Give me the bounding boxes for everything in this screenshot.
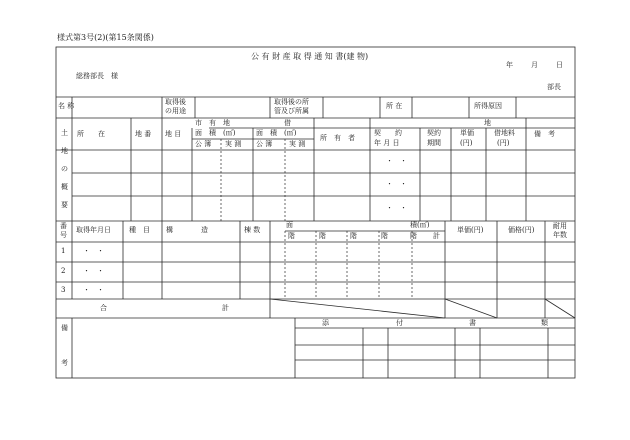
notes-side-label-2: 考 (61, 359, 68, 367)
city-registry-header: 公 簿 (195, 140, 212, 148)
building-area-header-right: 積(㎡) (410, 221, 430, 229)
useful-life-header-line1: 耐用 (553, 222, 567, 230)
contract-term-header-line1: 契約 (427, 129, 441, 137)
building-row-3-date: ・ ・ (83, 286, 104, 294)
floor-header-5: 階 (410, 232, 417, 240)
attachments-header-3: 書 (469, 319, 476, 327)
land-side-label-3: の (61, 165, 68, 173)
rent-header-line1: 借地料 (494, 129, 515, 137)
useful-life-header-line2: 年数 (553, 231, 567, 239)
city-owned-land-header: 市 有 地 (195, 119, 230, 127)
building-row-2-no: 2 (61, 267, 66, 275)
land-side-label-5: 要 (61, 201, 68, 209)
city-actual-header: 実 測 (225, 140, 242, 148)
form-title: 公 有 財 産 取 得 通 知 書(建 物) (251, 52, 369, 61)
total-label-left: 合 (100, 304, 107, 312)
building-count-header: 棟 数 (244, 226, 261, 234)
floor-header-2: 階 (319, 232, 326, 240)
leased-area-header: 面 積 (㎡) (256, 129, 297, 137)
management-label-line2: 管及び所属 (274, 107, 309, 115)
leased-actual-header: 実 測 (289, 140, 306, 148)
contract-date-header-line1: 契 約 (374, 129, 402, 137)
unit-price-header-line2: (円) (460, 139, 473, 147)
sender-label: 部長 (547, 83, 561, 91)
floor-header-4: 階 (381, 232, 388, 240)
date-day-label: 日 (556, 61, 563, 69)
contract-date-header-line2: 年 月 日 (374, 139, 400, 147)
leased-land-header: 地 (484, 119, 491, 127)
unit-price-header-line1: 単価 (460, 129, 474, 137)
date-month-label: 月 (531, 61, 538, 69)
land-lot-header: 地 番 (135, 130, 152, 138)
management-label-line1: 取得後の所 (274, 98, 309, 106)
land-row-3-date: ・ ・ (386, 204, 407, 212)
building-price-header: 価格(円) (508, 226, 535, 234)
building-row-3-no: 3 (61, 286, 66, 294)
floor-total-header: 計 (433, 232, 440, 240)
land-category-header: 地 目 (165, 130, 182, 138)
building-no-header-line2: 号 (60, 231, 67, 239)
land-side-label-2: 地 (61, 147, 68, 155)
owner-header: 所 有 者 (320, 134, 355, 142)
total-label-right: 計 (222, 304, 229, 312)
addressee: 総務部長 様 (76, 72, 118, 80)
leased-header: 借 (284, 119, 291, 127)
usage-label-line2: の用途 (165, 107, 186, 115)
name-label: 名 称 (58, 102, 75, 110)
land-row-1-date: ・ ・ (386, 157, 407, 165)
attachments-header-1: 添 (322, 319, 329, 327)
building-structure-header: 構 造 (166, 226, 208, 234)
leased-registry-header: 公 簿 (256, 140, 273, 148)
acquisition-reason-label: 所得原因 (474, 102, 502, 110)
land-side-label-4: 概 (61, 183, 68, 191)
land-side-label-1: 土 (61, 129, 68, 137)
building-unit-price-header: 単価(円) (457, 226, 484, 234)
land-remarks-header: 備 考 (534, 130, 555, 138)
contract-term-header-line2: 期間 (427, 139, 441, 147)
land-location-header: 所 在 (77, 130, 105, 138)
building-row-1-no: 1 (61, 247, 66, 255)
usage-label-line1: 取得後 (165, 98, 186, 106)
attachments-header-2: 付 (396, 319, 403, 327)
city-area-header: 面 積 (㎡) (195, 129, 236, 137)
floor-header-3: 階 (350, 232, 357, 240)
building-acq-date-header: 取得年月日 (76, 226, 111, 234)
building-row-1-date: ・ ・ (83, 247, 104, 255)
location-label: 所 在 (386, 102, 403, 110)
floor-header-1: 階 (288, 232, 295, 240)
land-row-2-date: ・ ・ (386, 180, 407, 188)
attachments-header-4: 類 (541, 319, 548, 327)
building-kind-header: 種 目 (129, 226, 150, 234)
rent-header-line2: (円) (497, 139, 510, 147)
building-no-header-line1: 番 (60, 222, 67, 230)
building-area-header-left: 面 (286, 221, 293, 229)
date-year-label: 年 (506, 61, 513, 69)
form-number-note: 様式第3号(2)(第15条関係) (57, 33, 154, 42)
notes-side-label-1: 備 (61, 324, 68, 332)
building-row-2-date: ・ ・ (83, 267, 104, 275)
